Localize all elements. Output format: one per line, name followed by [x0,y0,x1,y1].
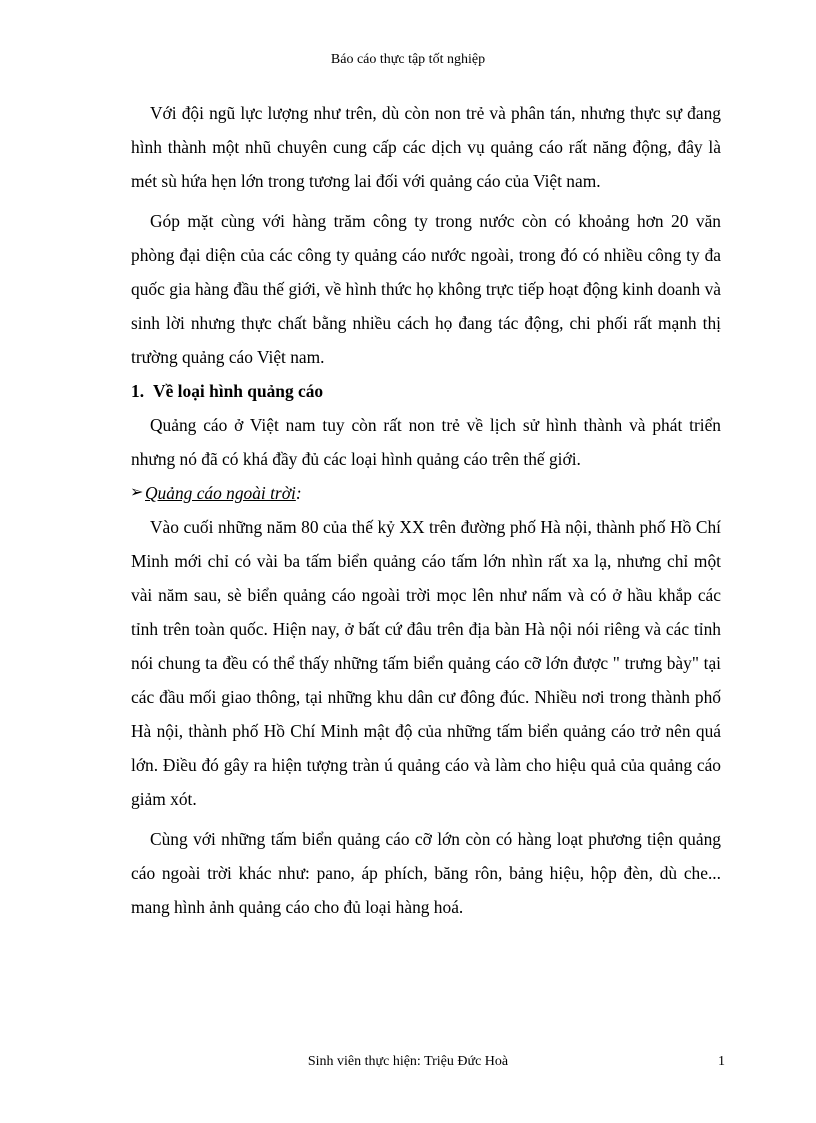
document-body [131,96,721,924]
paragraph-3: Quảng cáo ở Việt nam tuy còn rất non trẻ về lịch sử hình thành và phát triển nhưng nó đã có khá đầy đủ các loại hình quảng cáo trên thế giới. [131,415,721,469]
running-header: Báo cáo thực tập tốt nghiệp [330,52,486,67]
footer-author: Sinh viên thực hiện: Triệu Đức Hoà [307,1054,509,1069]
paragraph-1: Với đội ngũ lực lượng như trên, dù còn non trẻ và phân tán, nhưng thực sự đang hình thành một nhũ chuyên cung cấp các dịch vụ quảng cáo rất năng động, đây là mét sù hứa hẹn lớn trong tương lai đối với quảng cáo của Việt nam. [131,103,721,191]
arrow-bullet-icon: ➢ [130,484,144,501]
bullet-colon: : [295,483,302,503]
paragraph-4: Vào cuối những năm 80 của thế kỷ XX trên đường phố Hà nội, thành phố Hồ Chí Minh mới chỉ có vài ba tấm biển quảng cáo tấm lớn nhìn rất xa lạ, nhưng chỉ một vài năm sau, sè biển quảng cáo ngoài trời mọc lên như nấm và có ở hầu khắp các tỉnh trên toàn quốc. Hiện nay, ở bất cứ đâu trên địa bàn Hà nội nói riêng và các tỉnh nói chung ta đều có thể thấy những tấm biển quảng cáo cỡ lớn được " trưng bày" tại các đầu mối giao thông, tại những khu dân cư đông đúc. Nhiều nơi trong thành phố Hà nội, thành phố Hồ Chí Minh mật độ của những tấm biển quảng cáo trở nên quá lớn. Điều đó gây ra hiện tượng tràn ú quảng cáo và làm cho hiệu quả của quảng cáo giảm xót. [131,517,721,809]
bullet-item [131,476,721,510]
paragraph-2: Góp mặt cùng với hàng trăm công ty trong nước còn có khoảng hơn 20 văn phòng đại diện của các công ty quảng cáo nước ngoài, trong đó có nhiều công ty đa quốc gia hàng đầu thế giới, về hình thức họ không trực tiếp hoạt động kinh doanh và sinh lời nhưng thực chất bằng nhiều cách họ đang tác động, chi phối rất mạnh thị trường quảng cáo Việt nam. [131,211,721,367]
section-title: Về loại hình quảng cáo [153,381,324,401]
paragraph-5: Cùng với những tấm biển quảng cáo cỡ lớn còn có hàng loạt phương tiện quảng cáo ngoài trời khác như: pano, áp phích, băng rôn, bảng hiệu, hộp đèn, dù che... mang hình ảnh quảng cáo cho đủ loại hàng hoá. [131,829,721,917]
section-heading [131,374,721,408]
bullet-label: Quảng cáo ngoài trời [145,483,296,503]
section-number: 1. [131,381,145,401]
page-number: 1 [718,1054,725,1069]
